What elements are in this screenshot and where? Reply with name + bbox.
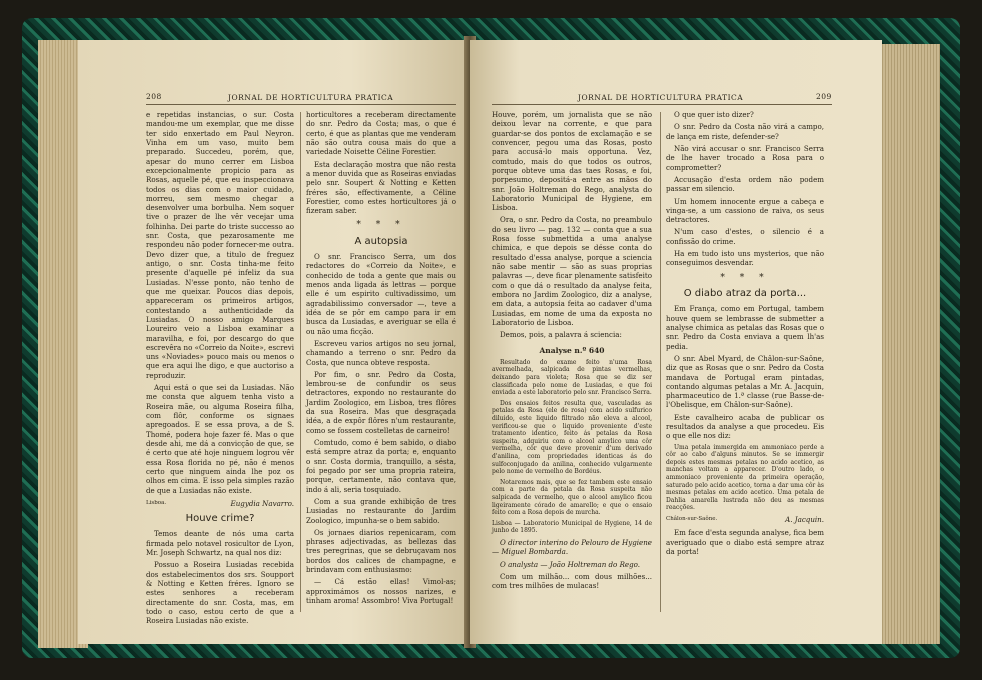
place-line: Lisboa — Laboratorio Municipal de Hygiene, 14 de junho de 1895. (492, 519, 652, 535)
section-title: A autopsia (354, 235, 408, 247)
signature-line: O director interino do Pelouro de Hygiene — Miguel Bombarda. (492, 537, 652, 557)
analysis-text: Resultado do exame feito n'uma Rosa avermelhada, salpicada de pintas vermelhas, deixando para violeta; Rosa que se diz ser classificada pelo nome de Lusiadas, e que foi enviada a este laboratorio pelo snr. Francisco Serra. (492, 358, 652, 397)
signature: A. Jacquin. (785, 515, 824, 525)
section-title: O diabo atraz da porta... (683, 288, 807, 299)
paragraph: e repetidas instancias, o sur. Costa mandou-me um exemplar, que me disse ter sido enxertado em Paul Neyron. Vinha em um vaso, muito bem preparado. Succedeu, porém, que, apesar do muno cerrer em Lisboa excepcionalmente propicio para as Rosas, aquelle pé, que eu inspeccionava todos os dias com o maior cuidado, morreu, sem mesmo chegar a desenvolver uma borbulha. Nem soquer tive o prazer de lhe vêr vecejar uma folhinha. Dei parte do triste successo ao snr. Costa, que pezarosamente me respondeu não poder fornecer-me outra. Devo dizer que, a titulo de freguez antigo, o snr. Costa tinha-me feito presente d'aquelle pé infeliz da sua Lusiadas. N'esse ponto, não tenho de que me queixar. Poucos dias depois, appareceram os primeiros artigos, contestando a authenticidade da Lusiadas. O nosso amigo Marques Loureiro veio a Lisboa examinar a maravilha, e foi, por descargo do que escrevêra no «Correio da Noite», escrevi uns «Noviades» pouco mais ou menos o que era aqui lhe digo, e que auctoriso a reproduzir. (146, 110, 294, 380)
right-page-number: 209 (816, 92, 832, 101)
paragraph: Com um milhão... com dous milhões... com tres milhões de mulacas! (492, 571, 652, 591)
paragraph: Este cavalheiro acaba de publicar os resultados da analyse a que procedeu. Eis o que elle nos diz: (666, 412, 824, 441)
right-page-edges (880, 44, 940, 644)
paragraph: Ha em tudo isto uns mysterios, que não conseguimos desvendar. (666, 249, 824, 268)
paragraph: Demos, pois, a palavra á sciencia: (500, 330, 622, 340)
paragraph: — Cá estão ellas! Vimol-as; approximámos os nossos narizes, e tinham aroma! Assombro! Viva Portugal! (306, 577, 456, 605)
paragraph: Um homem innocente ergue a cabeça e vinga-se, a um cassiono de raiva, os seus detractores. (666, 196, 824, 225)
left-column-2 (306, 110, 456, 608)
separator-stars: * * * (356, 220, 406, 231)
right-column-1 (492, 110, 652, 593)
analysis-text: Notaremos mais, que se fez tambem este ensaio com a parte da petala da Rosa suspeita não salpicada de vermelho, que o alcool amylico ficou ligeiramente córado de amarello; e que o ensaio feito com a Rosa depois de murcha. (492, 478, 652, 517)
paragraph: O snr. Francisco Serra, um dos redactores do «Correio da Noite», e conhecido de toda a gente que mais ou menos anda ligada ás lettras — porque elle é um espirito cultivadissimo, um agradabilissimo conversador —, teve a idéa de se pôr em campo para ir em busca da Lusiadas, e averiguar se ella é ou não uma ficção. (306, 252, 456, 336)
column-divider (300, 112, 301, 612)
paragraph: Com a sua grande exhibição de tres Lusiadas no restaurante do Jardim Zoologico, impunha-se o bem sabido. (306, 496, 456, 525)
right-running-head: JORNAL DE HORTICULTURA PRATICA (578, 93, 744, 102)
analysis-text: Dos ensaios feitos resulta que, vasculadas as petalas da Rosa (ele de rosa) com acido sulfurico diluido, este liquido filtrado não eleva a alcool, verificou-se que o liquido proveniente d'este tratamento identico, feito ás petalas da Rosa suspeita, adquiriu com o alcool amylico uma côr vermelha, côr que deve provenir d'um derivado d'anilina, com propriedades identicas ás do sulfoconjugado da anilina, conhecido vulgarmente pelo nome de vermelho de Bordéus. (492, 399, 652, 476)
paragraph: Os jornaes diarios repenicaram, com phrases adjectivadas, as bellezas das tres peregrinas, que se debruçavam nos bordos dos calices de champagne, e brindavam com enthusiasmo: (306, 527, 456, 575)
analysis-text: Uma petala immergida em ammoniaco perde a côr ao cabo d'alguns minutos. Se se immergir depois estes mesmas petalas no acido acetico, as manchas voltam a apparecer. D'outro lado, o ammoniaco proveniente da primeira operação, saturado pelo acido acetico, torna a dar uma côr às mesmas petalas em acido acetico. Uma petala de Dahlia amarella lustrada não deu as mesmas reacções. (666, 443, 824, 512)
paragraph: Por fim, o snr. Pedro da Costa, lembrou-se de confundir os seus detractores, expondo no restaurante do Jardim Zoologico, em Lisboa, tres flôres da sua Roseira. Mas que desgraçada idéa, a de expôr flôres n'um restaurante, como se fossem costelletas de carneiro! (306, 369, 456, 435)
signature-line: O analysta — João Holtreman do Rego. (500, 559, 641, 569)
separator-stars: * * * (720, 272, 770, 283)
column-divider (660, 112, 661, 612)
paragraph: O snr. Pedro da Costa não virá a campo, de lança em riste, defender-se? (666, 122, 824, 141)
analysis-title: Analyse n.º 640 (539, 345, 605, 355)
paragraph: Em face d'esta segunda analyse, fica bem averiguado que o diabo está sempre atraz da porta! (666, 528, 824, 556)
paragraph: horticultores a receberam directamente do snr. Pedro da Costa; mas, o que é certo, é que as plantas que me venderam não são outra cousa mais do que a variedade Noisette Céline Forestier. (306, 110, 456, 157)
paragraph: Comtudo, como é bem sabido, o diabo está sempre atraz da porta; e, enquanto o snr. Costa dormia, tranquillo, a sésta, foi pegado por ser uma propria rateira, porque, certamente, não contava que, indo á ali, seria tosquiado. (306, 438, 456, 494)
section-title: Houve crime? (185, 513, 255, 525)
paragraph: Esta declaração mostra que não resta a menor duvida que as Roseiras enviadas pelo snr. Soupert & Notting e Ketten fréres são, effectivamente, a Céline Forestier, como estes horticultores já o fizeram saber. (306, 159, 456, 216)
place-line: Lisboa. (146, 499, 167, 506)
paragraph: Não virá accusar o snr. Francisco Serra de lhe haver trocado a Rosa para o comprometter? (666, 143, 824, 172)
paragraph: O snr. Abel Myard, de Châlon-sur-Saône, diz que as Rosas que o snr. Pedro da Costa mandava de Portugal eram pintadas, contando algumas petalas a Mr. A. Jacquin, pharmaceutico de 1.ª classe (rue Basse-de-l'Obelisque, em Châlon-sur-Saône). (666, 353, 824, 410)
paragraph: N'um caso d'estes, o silencio é a confissão do crime. (666, 227, 824, 246)
paragraph: Aqui está o que sei da Lusiadas. Não me consta que alguem tenha visto a Roseira mãe, ou alguma Roseira filha, com flôr, conforme os signaes apregoados. E se essa prova, a de S. Thomé, podera hoje fazer fé. Mas o que desde ahi, me dá a convicção de que, se é certo que até hoje ninguem logrou vêr essa Rosa florida no pé, não é menos certo que ninguem ainda lhe poz os olhos em cima. E isso pela simples razão de que a Lusiadas não existe. (146, 383, 294, 495)
paragraph: Possuo a Roseira Lusiadas recebida dos estabelecimentos dos srs. Soupport & Notting e Ketten fréres. Ignoro se estes senhores a receberam directamente do snr. Costa, mas, em todo o caso, estou certo de que a Roseira Lusiadas não existe. (146, 560, 294, 626)
header-rule (146, 104, 456, 105)
paragraph: Accusação d'esta ordem não podem passar em silencio. (666, 174, 824, 194)
paragraph: Houve, porém, um jornalista que se não deixou levar na corrente, e que para guardar-se dos pontos de exclamação e se convencer, pegou uma das Rosas, posto para accusá-lo mais opportuna. Vez, comtudo, mais do que todos os outros, porque obteve uma das taes Rosas, e foi, porpesumo, depositá-a entre as mãos do snr. João Holtreman do Rego, analysta do Laboratorio Municipal de Hygiene, em Lisboa. (492, 110, 652, 213)
place-line: Châlon-sur-Saône. (666, 516, 718, 523)
paragraph: Escreveu varios artigos no seu jornal, chamando a terreno o snr. Pedro da Costa, que nunca obteve resposta. (306, 338, 456, 367)
signature: Eugydia Navarro. (230, 498, 294, 508)
left-page-number: 208 (146, 92, 162, 101)
right-column-2 (666, 110, 824, 559)
right-page (470, 40, 882, 644)
left-column-1 (146, 110, 294, 629)
paragraph: Temos deante de nós uma carta firmada pelo notavel rosicultor de Lyon, Mr. Joseph Schwartz, na qual nos diz: (146, 529, 294, 558)
left-page (78, 40, 468, 644)
paragraph: Ora, o snr. Pedro da Costa, no preambulo do seu livro — pag. 132 — conta que a sua Rosa fosse submettida a uma analyse chimica, e que depois se désse conta do resultado d'essa analyse, porque a sciencia não sabe mentir — são as suas proprias palavras —, deve ficar plenamente satisfeito com o que dá o resultado da analyse feita, embora no Jardim Zoologico, diz a analyse, em data, a autopsia feita ao cadaver d'uma Lusiadas, em nome de uma da exposta no Laboratorio de Lisboa. (492, 215, 652, 327)
header-rule (492, 104, 832, 105)
left-running-head: JORNAL DE HORTICULTURA PRATICA (228, 93, 394, 102)
paragraph: Em França, como em Portugal, tambem houve quem se lembrasse de submetter a analyse chimica as petalas das Rosas que o snr. Pedro da Costa enviava a quem lh'as pedia. (666, 304, 824, 351)
paragraph: O que quer isto dizer? (674, 110, 754, 119)
